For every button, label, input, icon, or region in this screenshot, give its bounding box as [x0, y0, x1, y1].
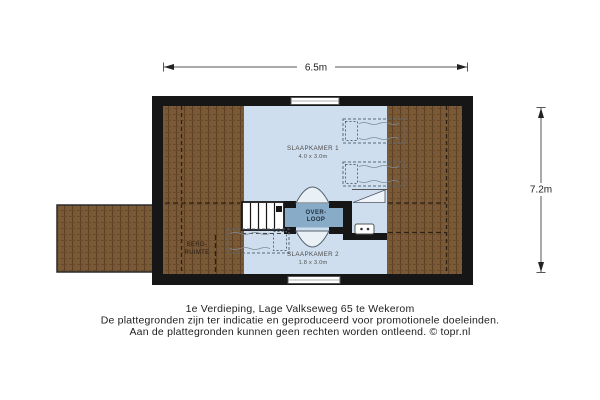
wall-landing-top-left	[284, 201, 296, 208]
boiler-knob-right	[367, 228, 370, 231]
caption-disclaimer-1: De plattegronden zijn ter indicatie en geproduceerd voor promotionele doeleinden.	[100, 314, 500, 327]
dimension-height-label: 7.2m	[529, 184, 553, 196]
arrow-left-icon	[164, 64, 174, 70]
size-slaapkamer-2: 1.8 x 3.0m	[298, 260, 328, 266]
caption-disclaimer-2: Aan de plattegronden kunnen geen rechten worden ontleend. © topr.nl	[129, 326, 471, 338]
label-slaapkamer-1: SLAAPKAMER 1	[287, 145, 339, 152]
size-slaapkamer-1: 4.0 x 3.0m	[298, 154, 328, 160]
wall-left	[152, 96, 163, 285]
wall-right	[462, 96, 473, 285]
caption	[101, 303, 500, 338]
wall-landing-bottom-left	[284, 227, 296, 234]
dimension-width	[163, 60, 468, 74]
boiler-unit	[355, 224, 374, 234]
roof-extension	[57, 205, 153, 272]
boiler-knob-left	[360, 228, 363, 231]
arrow-right-icon	[457, 64, 467, 70]
dimension-height	[526, 107, 556, 273]
caption-title: 1e Verdieping, Lage Valkseweg 65 te Wekerom	[185, 303, 415, 315]
roof-slope-right	[387, 106, 462, 274]
label-bergruimte-line1: BERG-	[186, 242, 208, 248]
label-overloop-line1: OVER-	[305, 210, 327, 216]
label-bergruimte-line2: RUIMTE	[184, 250, 210, 256]
dimension-width-label: 6.5m	[304, 62, 328, 74]
stairs-newel-post	[276, 206, 282, 212]
label-overloop-line2: LOOP	[306, 217, 326, 223]
arrow-down-icon	[538, 262, 544, 272]
arrow-up-icon	[538, 108, 544, 118]
label-slaapkamer-2: SLAAPKAMER 2	[287, 251, 339, 258]
